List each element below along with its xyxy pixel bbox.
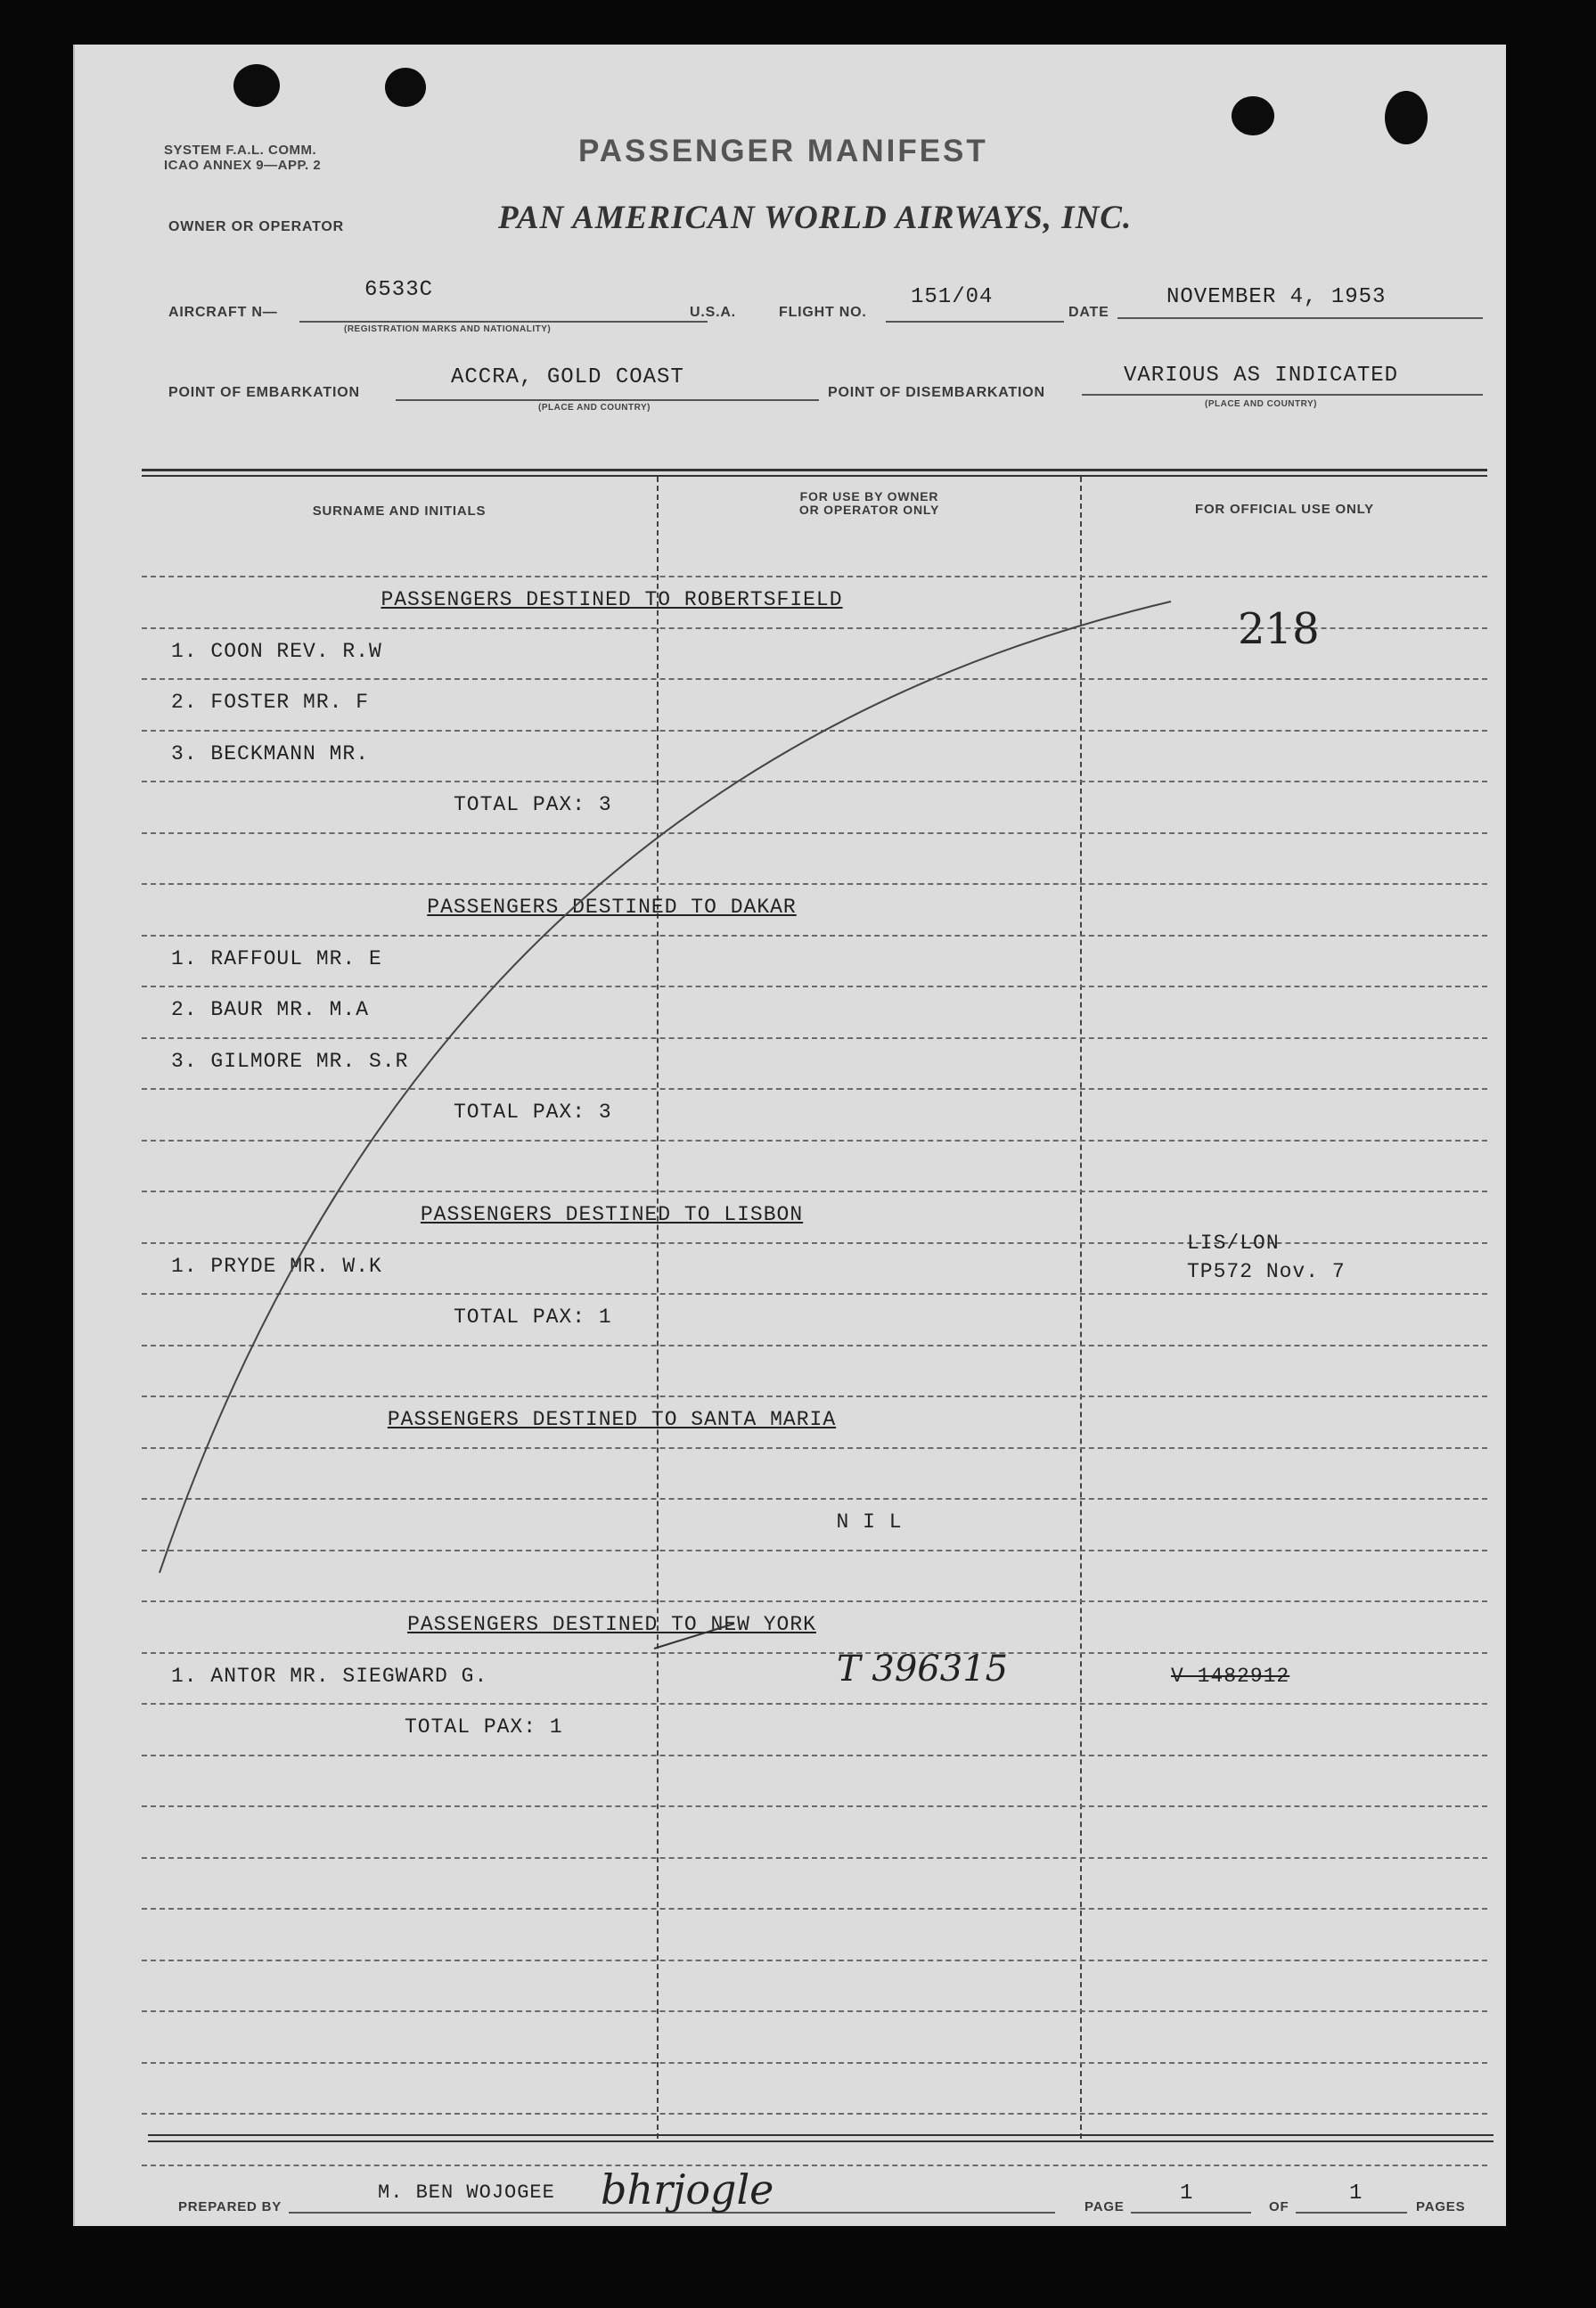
page-underline <box>1131 2212 1251 2214</box>
aircraft-label: AIRCRAFT N— <box>168 305 278 320</box>
total-pax: TOTAL PAX: 3 <box>454 793 612 816</box>
passenger-name: 3. BECKMANN MR. <box>171 742 370 765</box>
pencil-stroke <box>75 45 1506 2226</box>
passenger-name: 3. GILMORE MR. S.R <box>171 1050 409 1073</box>
page-value: 1 <box>1180 2181 1194 2206</box>
flight-value: 151/04 <box>911 285 994 309</box>
passenger-name: 1. PRYDE MR. W.K <box>171 1255 382 1278</box>
column-header-owner: FOR USE BY OWNER OR OPERATOR ONLY <box>798 489 940 517</box>
official-number: 218 <box>1238 604 1320 654</box>
prepared-value: M. BEN WOJOGEE <box>378 2181 555 2204</box>
operator-name: PAN AMERICAN WORLD AIRWAYS, INC. <box>498 200 1133 236</box>
destination-heading: PASSENGERS DESTINED TO DAKAR <box>427 896 797 919</box>
page-title: PASSENGER MANIFEST <box>578 134 988 168</box>
passenger-name: 2. FOSTER MR. F <box>171 691 370 714</box>
passenger-name: 1. RAFFOUL MR. E <box>171 947 382 970</box>
form-reference: SYSTEM F.A.L. COMM. ICAO ANNEX 9—APP. 2 <box>164 143 322 173</box>
embark-value: ACCRA, GOLD COAST <box>451 365 684 389</box>
of-value: 1 <box>1349 2181 1363 2206</box>
column-header-surname: SURNAME AND INITIALS <box>312 503 487 519</box>
prepared-label: PREPARED BY <box>178 2199 282 2214</box>
destination-heading: PASSENGERS DESTINED TO LISBON <box>420 1203 804 1226</box>
official-entry: V 1482912 <box>1171 1665 1290 1688</box>
manifest-sheet <box>73 45 1506 2226</box>
aircraft-sublabel: (REGISTRATION MARKS AND NATIONALITY) <box>344 324 552 334</box>
total-pax: TOTAL PAX: 1 <box>454 1305 612 1329</box>
total-pax: TOTAL PAX: 1 <box>405 1715 563 1739</box>
passenger-name: 1. ANTOR MR. SIEGWARD G. <box>171 1665 488 1688</box>
destination-heading: PASSENGERS DESTINED TO SANTA MARIA <box>387 1408 837 1431</box>
passenger-name: 2. BAUR MR. M.A <box>171 998 370 1021</box>
pages-label: PAGES <box>1416 2199 1466 2214</box>
destination-heading: PASSENGERS DESTINED TO NEW YORK <box>407 1613 816 1636</box>
flight-label: FLIGHT NO. <box>779 305 867 320</box>
disembark-sublabel: (PLACE AND COUNTRY) <box>1205 399 1317 409</box>
disembark-value: VARIOUS AS INDICATED <box>1124 364 1399 388</box>
ticket-number: T 396315 <box>837 1649 1009 1690</box>
owner-label: OWNER OR OPERATOR <box>168 219 345 234</box>
signature: bhrjogle <box>601 2165 774 2214</box>
column-header-official: FOR OFFICIAL USE ONLY <box>1195 502 1374 517</box>
official-entry: LIS/LON <box>1187 1232 1280 1255</box>
footer-rule-2 <box>148 2140 1494 2142</box>
usa-label: U.S.A. <box>690 305 736 320</box>
embark-sublabel: (PLACE AND COUNTRY) <box>538 403 651 413</box>
total-pax: TOTAL PAX: 3 <box>454 1101 612 1124</box>
of-label: OF <box>1269 2199 1289 2214</box>
destination-heading: PASSENGERS DESTINED TO ROBERTSFIELD <box>381 588 843 611</box>
footer-rule <box>148 2134 1494 2136</box>
embark-label: POINT OF EMBARKATION <box>168 385 360 400</box>
disembark-label: POINT OF DISEMBARKATION <box>828 385 1045 400</box>
of-underline <box>1296 2212 1407 2214</box>
nil-entry: N I L <box>836 1510 903 1534</box>
date-label: DATE <box>1068 305 1109 320</box>
official-entry: TP572 Nov. 7 <box>1187 1260 1346 1283</box>
passenger-name: 1. COON REV. R.W <box>171 640 382 663</box>
aircraft-value: 6533C <box>364 278 434 302</box>
date-value: NOVEMBER 4, 1953 <box>1166 285 1387 309</box>
page-label: PAGE <box>1084 2199 1125 2214</box>
